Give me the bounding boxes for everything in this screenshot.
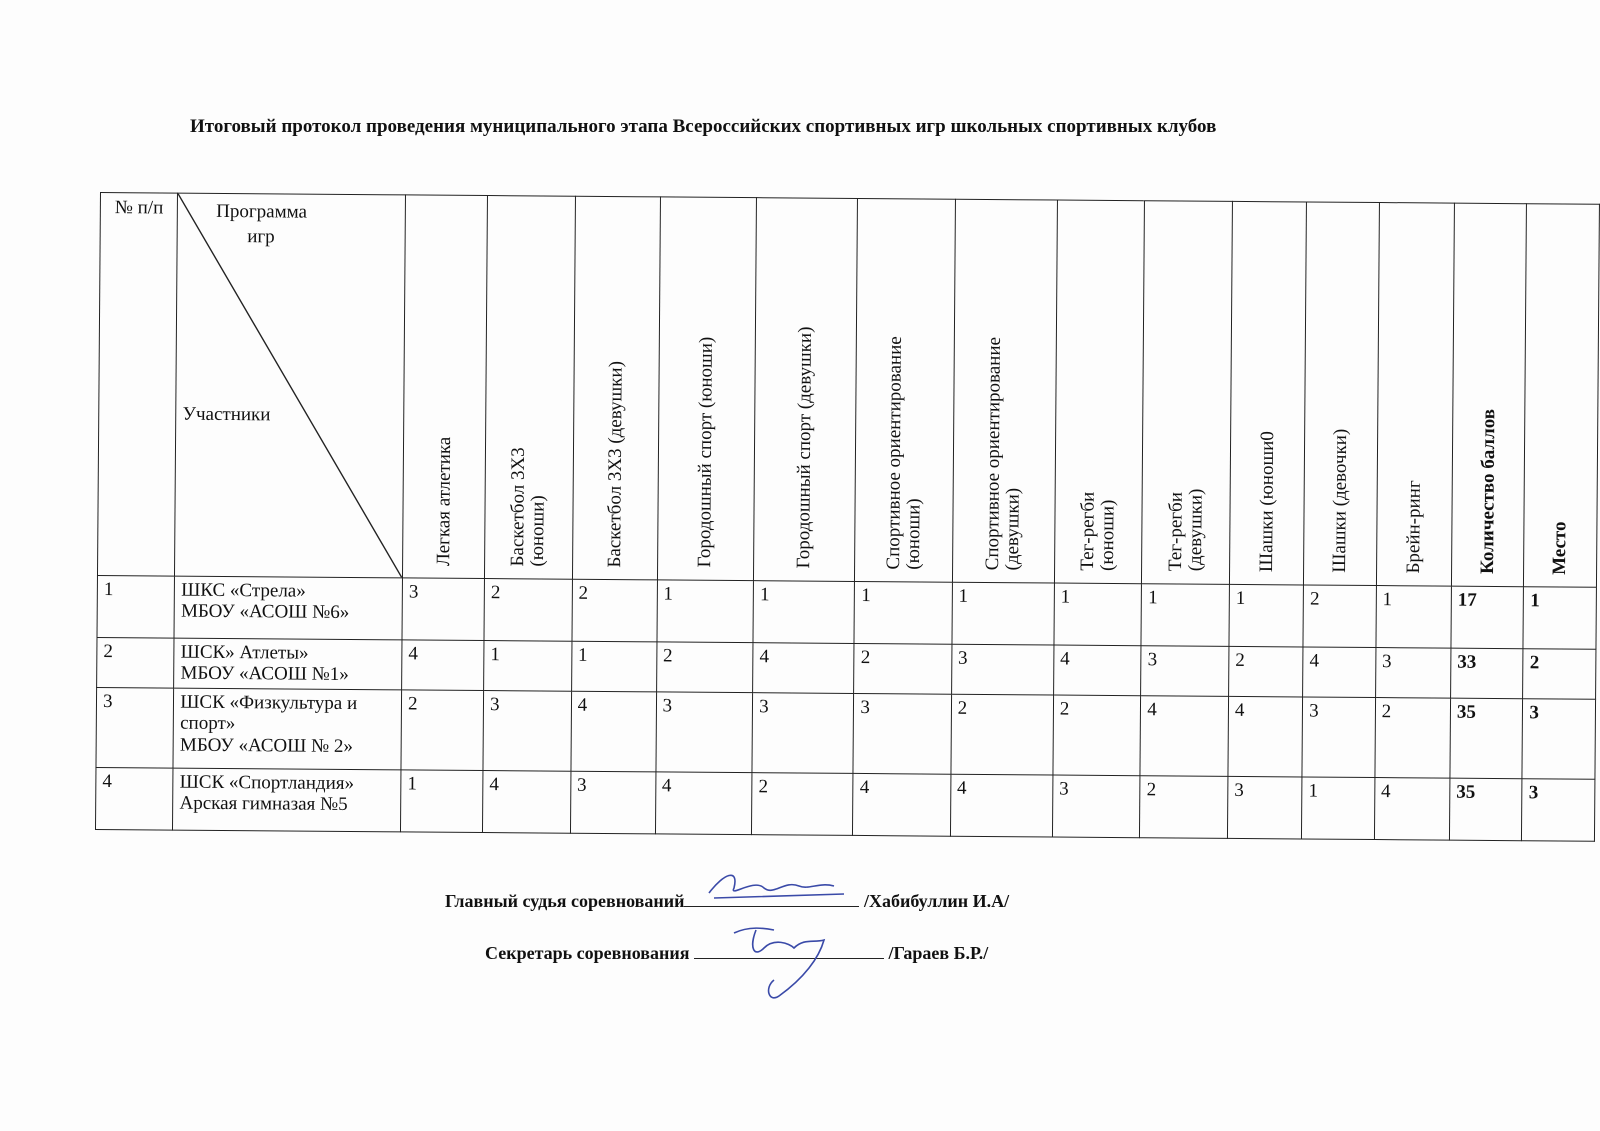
judge-name: /Хабибуллин И.А/ [863, 891, 1010, 911]
total-points: 17 [1451, 586, 1524, 649]
judge-label: Главный судья соревнований [445, 891, 685, 911]
score-cell: 1 [952, 582, 1055, 645]
score-cell: 1 [753, 581, 855, 644]
column-header-label: Брейн-ринг [1402, 480, 1425, 574]
score-cell: 2 [1140, 776, 1228, 839]
results-table [95, 192, 1600, 842]
document-title: Итоговый протокол проведения муниципального этапа Всероссийских спортивных игр школьных спортивных клубов [190, 116, 1217, 137]
score-cell: 4 [1374, 778, 1450, 841]
column-header [754, 198, 858, 582]
score-cell: 4 [1053, 645, 1141, 696]
table-row [96, 687, 1596, 779]
score-cell: 4 [1228, 696, 1303, 777]
column-header [572, 196, 660, 580]
column-header-label: Спортивное ориентирование (юноши) [882, 335, 925, 570]
score-cell: 1 [1229, 584, 1304, 647]
column-header-label: Спортивное ориентирование (девушки) [982, 336, 1024, 571]
column-header-label: Легкая атлетика [432, 436, 455, 566]
column-header [1376, 203, 1454, 587]
column-header [1304, 202, 1379, 586]
score-cell: 2 [401, 690, 484, 771]
column-header [855, 198, 955, 582]
score-cell: 4 [571, 691, 657, 772]
score-cell: 1 [1376, 586, 1452, 649]
score-cell: 4 [402, 640, 484, 691]
row-number: 2 [97, 637, 175, 688]
column-header [1054, 200, 1145, 584]
place: 3 [1522, 779, 1595, 842]
score-cell: 3 [1052, 775, 1140, 838]
secretary-signature-line [485, 940, 988, 964]
column-header [657, 197, 757, 581]
score-cell: 1 [854, 581, 952, 644]
score-cell: 3 [1141, 646, 1229, 697]
score-cell: 2 [656, 642, 753, 693]
participants-label: Участники [182, 403, 271, 426]
score-cell: 3 [1375, 648, 1451, 699]
column-header-label: Шашки (юноши0 [1255, 431, 1278, 573]
total-points: 35 [1450, 698, 1523, 779]
row-number: 1 [97, 575, 175, 638]
participant-name: ШКС «Стрела» МБОУ «АСОШ №6» [174, 576, 402, 640]
column-header-label: Шашки (девочки) [1329, 428, 1352, 573]
column-header [952, 199, 1057, 583]
judge-signature-line [445, 888, 1009, 912]
score-cell: 1 [1302, 777, 1375, 840]
program-participants-header [175, 193, 406, 578]
score-cell: 3 [483, 691, 571, 772]
header-row [97, 193, 1599, 588]
score-cell: 1 [657, 580, 754, 643]
score-cell: 3 [752, 693, 854, 774]
score-cell: 1 [401, 770, 484, 833]
score-cell: 1 [1141, 584, 1229, 647]
score-cell: 1 [571, 641, 656, 692]
column-header [1451, 203, 1527, 587]
score-cell: 2 [1053, 695, 1141, 776]
row-number: 3 [96, 687, 174, 768]
score-cell: 2 [1303, 585, 1376, 648]
score-cell: 2 [484, 579, 572, 642]
column-header-label: Городошный спорт (девушки) [793, 326, 817, 569]
table-row [95, 767, 1594, 841]
score-cell: 2 [572, 579, 657, 642]
column-header-label: Тег-регби (юноши) [1077, 491, 1119, 572]
column-header-label: Тег-регби (девушки) [1164, 488, 1207, 572]
column-header-label: Количество баллов [1476, 408, 1500, 574]
score-cell: 2 [1375, 698, 1451, 779]
score-cell: 3 [951, 644, 1053, 695]
total-points: 33 [1451, 648, 1524, 699]
score-cell: 4 [753, 643, 855, 694]
secretary-name: /Гараев Б.Р./ [888, 943, 989, 963]
score-cell: 3 [1227, 776, 1302, 839]
column-header-label: Баскетбол 3Х3 (юноши) [507, 447, 549, 567]
column-header-label: Баскетбол 3Х3 (девушки) [603, 360, 627, 568]
participant-name: ШСК «Физкультура и спорт» МБОУ «АСОШ № 2» [173, 688, 401, 770]
score-cell: 2 [854, 643, 952, 694]
participant-name: ШСК «Спортландия» Арская гимназая №5 [173, 768, 401, 832]
secretary-label: Секретарь соревнования [485, 943, 690, 963]
column-header [485, 196, 576, 580]
place: 2 [1523, 649, 1596, 700]
place: 3 [1522, 699, 1595, 780]
column-header-label: Место [1549, 521, 1571, 575]
score-cell: 3 [1302, 697, 1375, 778]
total-points: 35 [1449, 778, 1522, 841]
row-number: 4 [95, 767, 173, 830]
judge-signature [684, 888, 859, 907]
score-cell: 1 [1054, 583, 1142, 646]
score-cell: 3 [853, 693, 951, 774]
score-cell: 4 [483, 771, 571, 834]
score-cell: 3 [570, 771, 655, 834]
score-cell: 4 [1140, 696, 1228, 777]
score-cell: 3 [402, 578, 485, 641]
score-cell: 4 [1303, 647, 1376, 698]
score-cell: 2 [951, 694, 1054, 775]
score-cell: 2 [752, 773, 854, 836]
place: 1 [1523, 587, 1596, 650]
column-header [1524, 204, 1600, 588]
score-cell: 4 [655, 772, 752, 835]
num-header: № п/п [97, 193, 177, 577]
column-header [403, 195, 488, 579]
table-row [97, 575, 1596, 649]
score-cell: 3 [656, 692, 753, 773]
column-header [1229, 201, 1306, 585]
score-cell: 1 [484, 641, 572, 692]
score-cell: 2 [1228, 646, 1303, 697]
column-header [1142, 201, 1233, 585]
score-cell: 4 [853, 773, 951, 836]
secretary-signature [694, 940, 884, 959]
participant-name: ШСК» Атлеты» МБОУ «АСОШ №1» [174, 638, 402, 690]
program-label: Программа игр [216, 200, 308, 248]
column-header-label: Городошный спорт (юноши) [694, 337, 718, 568]
score-cell: 4 [950, 774, 1053, 837]
